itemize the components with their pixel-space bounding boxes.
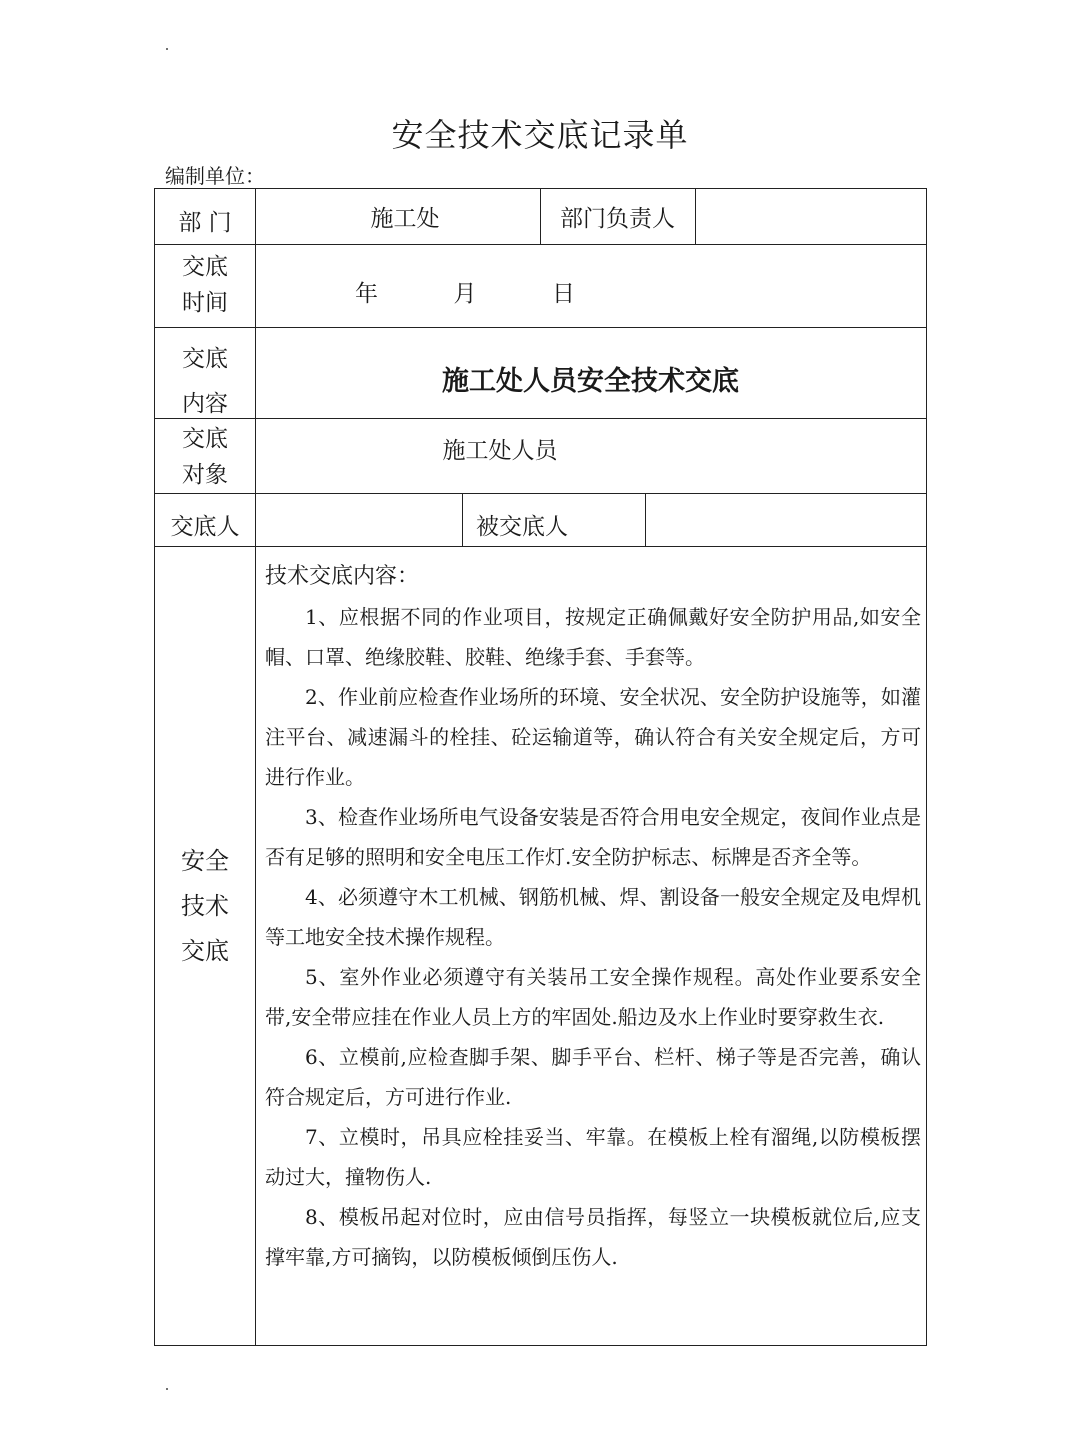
content-paragraph: 5、室外作业必须遵守有关装吊工安全操作规程。高处作业要系安全带,安全带应挂在作业人员上方的牢固处.船边及水上作业时要穿救生衣. [265,965,921,1029]
date-year: 年 [355,280,378,307]
safety-label-line2: 技术 [181,892,229,920]
dept-value: 施工处 [370,206,440,232]
content-label-line1: 交底 [182,346,228,372]
technical-content-heading: 技术交底内容： [265,564,420,589]
dept-head-value [695,189,926,244]
content-label-line2: 内容 [182,391,228,417]
dept-label: 部 门 [178,209,232,236]
row-divider [155,244,926,245]
dept-head-label: 部门负责人 [560,206,675,232]
target-label-line1: 交底 [182,426,228,452]
content-paragraph: 7、立模时，吊具应栓挂妥当、牢靠。在模板上栓有溜绳,以防模板摆动过大，撞物伤人. [265,1125,921,1189]
content-value: 施工处人员安全技术交底 [442,365,739,397]
content-paragraph: 2、作业前应检查作业场所的环境、安全状况、安全防护设施等，如灌注平台、减速漏斗的栓挂、砼运输道等，确认符合有关安全规定后，方可进行作业。 [265,685,921,789]
compile-unit-label: 编制单位： [165,164,265,188]
scan-mark-bottom [166,1388,168,1390]
content-paragraph: 1、应根据不同的作业项目，按规定正确佩戴好安全防护用品,如安全帽、口罩、绝缘胶鞋、胶鞋、绝缘手套、手套等。 [265,605,921,669]
target-label [155,421,255,493]
safety-briefing-table [154,188,927,1346]
technical-content [265,557,921,1277]
time-label-line2: 时间 [182,290,228,316]
document-title: 安全技术交底记录单 [391,116,689,154]
content-paragraph: 3、检查作业场所电气设备安装是否符合用电安全规定，夜间作业点是否有足够的照明和安全电压工作灯.安全防护标志、标牌是否齐全等。 [265,805,921,869]
content-paragraph: 8、模板吊起对位时，应由信号员指挥，每竖立一块模板就位后,应支撑牢靠,方可摘钩，以防模板倾倒压伤人. [265,1205,921,1269]
safety-label [155,839,255,974]
date-day: 日 [552,280,575,307]
time-label [155,249,255,321]
recipient-label: 被交底人 [476,513,568,540]
date-month: 月 [453,280,477,307]
row-divider [155,327,926,328]
briefer-label: 交底人 [170,513,240,540]
target-label-line2: 对象 [182,462,228,488]
date-value [355,261,575,321]
target-value: 施工处人员 [442,437,558,464]
content-label [155,337,255,427]
scan-mark-top [166,48,168,50]
safety-label-line3: 交底 [181,937,229,965]
content-paragraph: 4、必须遵守木工机械、钢筋机械、焊、割设备一般安全规定及电焊机等工地安全技术操作规程。 [265,885,921,949]
briefer-value [255,493,462,546]
content-paragraph: 6、立模前,应检查脚手架、脚手平台、栏杆、梯子等是否完善，确认符合规定后，方可进行作业. [265,1045,921,1109]
safety-label-line1: 安全 [181,847,229,875]
time-label-line1: 交底 [182,254,228,280]
recipient-value [645,493,926,546]
